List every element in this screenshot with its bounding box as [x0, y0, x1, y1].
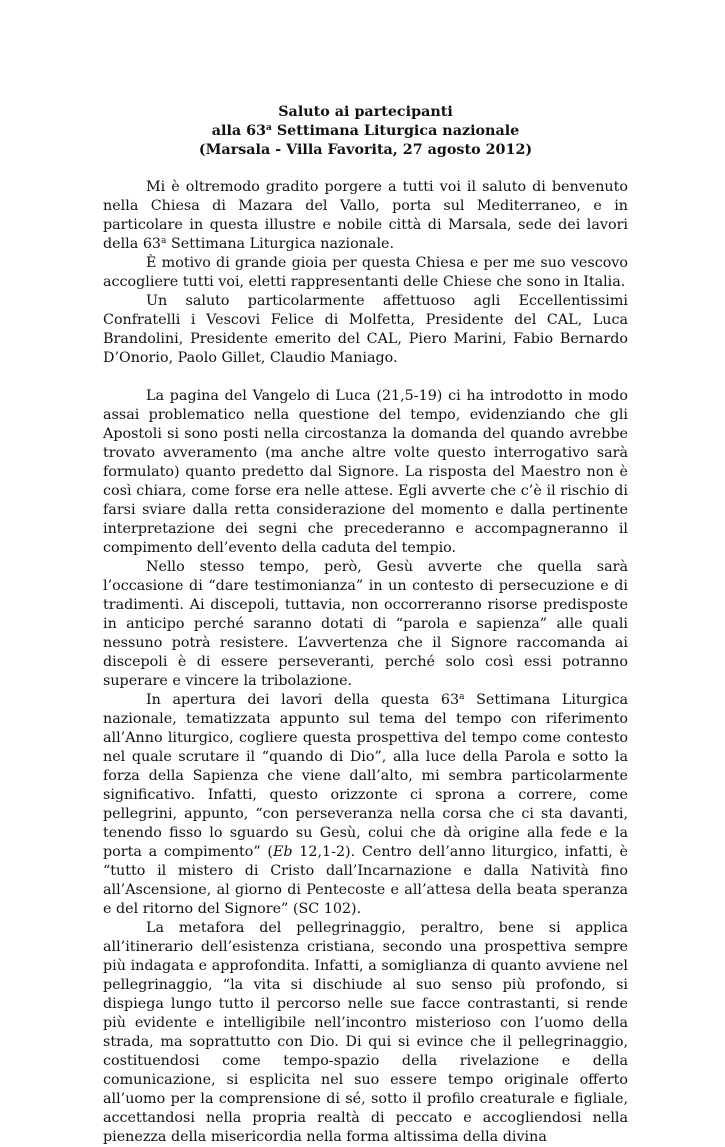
p6-pre: In apertura dei lavori della questa 63 [146, 692, 460, 708]
title-line-2 [103, 122, 628, 141]
paragraph-greeting [103, 178, 628, 254]
p1-sup: a [161, 236, 167, 246]
p6-ref: Eb [272, 844, 293, 860]
paragraph-gospel: La pagina del Vangelo di Luca (21,5-19) ci ha introdotto in modo assai problematico nella questione del tempo, evidenziando che gli Apostoli si sono posti nella circostanza la domanda del quando avrebbe trovato avveramento (ma anche altre volte questo interrogativo sarà formulato) quanto predetto dal Signore. La risposta del Maestro non è così chiara, come forse era nelle attese. Egli avverte che c’è il rischio di farsi sviare dalla retta considerazione del momento e dalla pertinente interpretazione dei segni che precederanno e accompagneranno il compimento dell’evento della caduta del tempio. [103, 388, 628, 556]
title-line-2-sup: a [266, 123, 272, 133]
p1-post: Settimana Liturgica nazionale. [166, 236, 395, 252]
document-title [103, 103, 628, 160]
paragraph-joy: È motivo di grande gioia per questa Chiesa e per me suo vescovo accogliere tutti voi, eletti rappresentanti delle Chiese che sono in Italia. [103, 255, 628, 290]
paragraph-testimony: Nello stesso tempo, però, Gesù avverte che quella sarà l’occasione di “dare testimonianza” in un contesto di persecuzione e di tradimenti. Ai discepoli, tuttavia, non occorreranno risorse predisposte in anticipo perché saranno dotati di “parola e sapienza” alle quali nessuno potrà resistere. L’avvertenza che il Signore raccomanda ai discepoli è di essere perseveranti, perché solo così essi potranno superare e vincere la tribolazione. [103, 559, 628, 689]
paragraph-gap [103, 368, 628, 387]
p6-post: 12,1-2). Centro dell’anno liturgico, infatti, è “tutto il mistero di Cristo dall’Incarnazione e dalla Natività fino all’Ascensione, al giorno di Pentecoste e all’attesa della beata speranza e del ritorno del Signore” (SC 102). [103, 844, 628, 917]
title-line-3: (Marsala - Villa Favorita, 27 agosto 2012) [198, 142, 533, 158]
title-line-2-post: Settimana Liturgica nazionale [271, 123, 520, 139]
p1-pre: Mi è oltremodo gradito porgere a tutti voi il saluto di benvenuto nella Chiesa di Mazara del Vallo, porta sul Mediterraneo, e in particolare in questa illustre e nobile città di Marsala, sede dei lavori della 63 [103, 179, 628, 252]
paragraph-bishops: Un saluto particolarmente affettuoso agli Eccellentissimi Confratelli i Vescovi Felice di Molfetta, Presidente del CAL, Luca Brandolini, Presidente emerito del CAL, Piero Marini, Fabio Bernardo D’Onorio, Paolo Gillet, Claudio Maniago. [103, 293, 628, 366]
paragraph-opening [103, 691, 628, 919]
title-line-2-pre: alla 63 [211, 123, 267, 139]
title-line-1: Saluto ai partecipanti [278, 104, 453, 120]
p6-mid: Settimana Liturgica nazionale, tematizzata appunto sul tema del tempo con riferimento all’Anno liturgico, cogliere questa prospettiva del tempo come contesto nel quale scrutare il “quando di Dio”, alla luce della Parola e sotto la forza della Sapienza che viene dall’alto, mi sembra particolarmente significativo. Infatti, questo orizzonte ci sprona a correre, come pellegrini, appunto, “con perseveranza nella corsa che ci sta davanti, tenendo fisso lo sguardo su Gesù, colui che dà origine alla fede e la porta a compimento” ( [103, 692, 628, 860]
paragraph-pilgrimage: La metafora del pellegrinaggio, peraltro, bene si applica all’itinerario dell’esistenza cristiana, secondo una prospettiva sempre più indagata e approfondita. Infatti, a somiglianza di quanto avviene nel pellegrinaggio, “la vita si dischiude al suo senso più profondo, si dispiega lungo tutto il percorso nelle sue facce contrastanti, si rende più evidente e intelligibile nell’incontro misterioso con l’uomo della strada, ma soprattutto con Dio. Di qui si evince che il pellegrinaggio, costituendosi come tempo-spazio della rivelazione e della comunicazione, si esplicita nel suo essere tempo originale offerto all’uomo per la comprensione di sé, sotto il profilo creaturale e figliale, accettandosi nella propria realtà di peccato e accogliendosi nella pienezza della misericordia nella forma altissima della divina [103, 920, 628, 1145]
p6-sup: a [459, 692, 465, 702]
